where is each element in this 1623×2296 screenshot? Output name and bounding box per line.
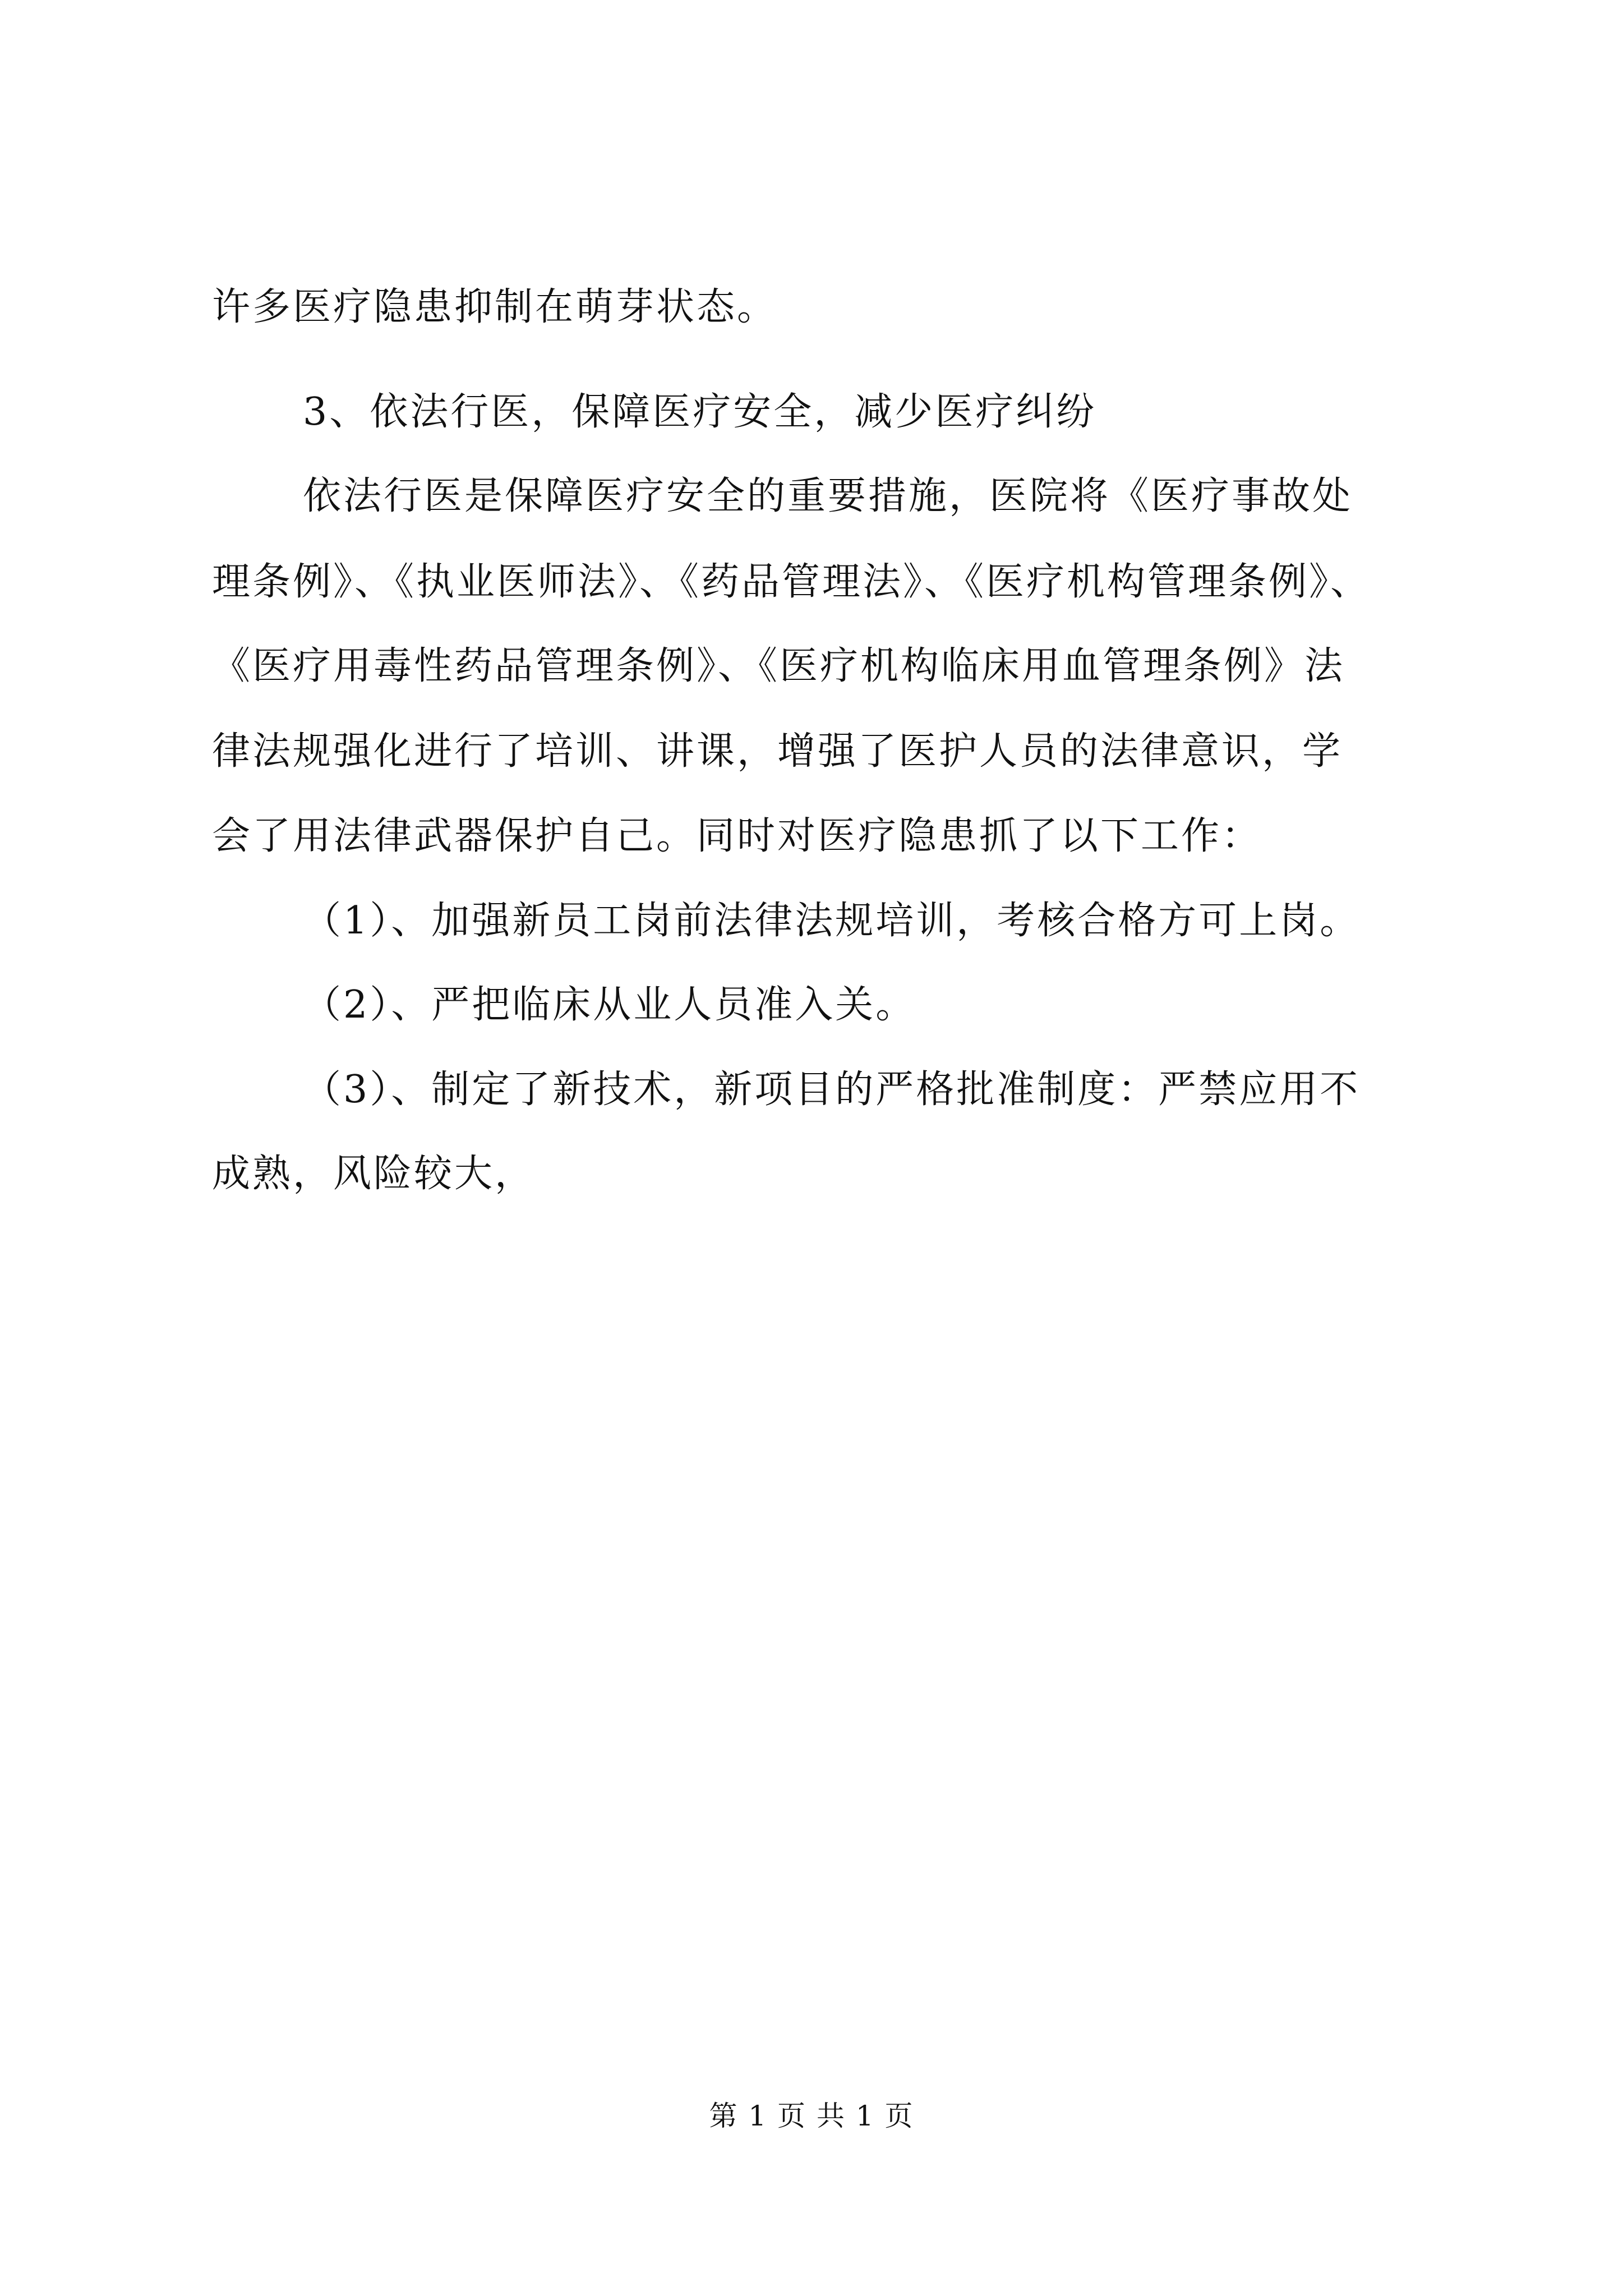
text-line: 会了用法律武器保护自己。同时对医疗隐患抓了以下工作： [212, 814, 1262, 858]
page-footer: 第 1 页 共 1 页 [709, 2100, 914, 2132]
section-heading: 3、依法行医，保障医疗安全，减少医疗纠纷 [303, 390, 1097, 434]
text-line: 理条例》、《执业医师法》、《药品管理法》、《医疗机构管理条例》、 [212, 560, 1371, 604]
list-item: （2）、严把临床从业人员准入关。 [303, 983, 916, 1027]
text-line: 许多医疗隐患抑制在萌芽状态。 [212, 285, 778, 329]
text-line: 《医疗用毒性药品管理条例》、《医疗机构临床用血管理条例》法 [212, 644, 1345, 688]
list-item: （1）、加强新员工岗前法律法规培训，考核合格方可上岗。 [303, 899, 1361, 943]
text-line: 成熟，风险较大， [212, 1152, 536, 1196]
text-line: 依法行医是保障医疗安全的重要措施，医院将《医疗事故处 [303, 474, 1353, 518]
list-item: （3）、制定了新技术，新项目的严格批准制度：严禁应用不 [303, 1068, 1361, 1112]
text-line: 律法规强化进行了培训、讲课，增强了医护人员的法律意识，学 [212, 729, 1343, 774]
